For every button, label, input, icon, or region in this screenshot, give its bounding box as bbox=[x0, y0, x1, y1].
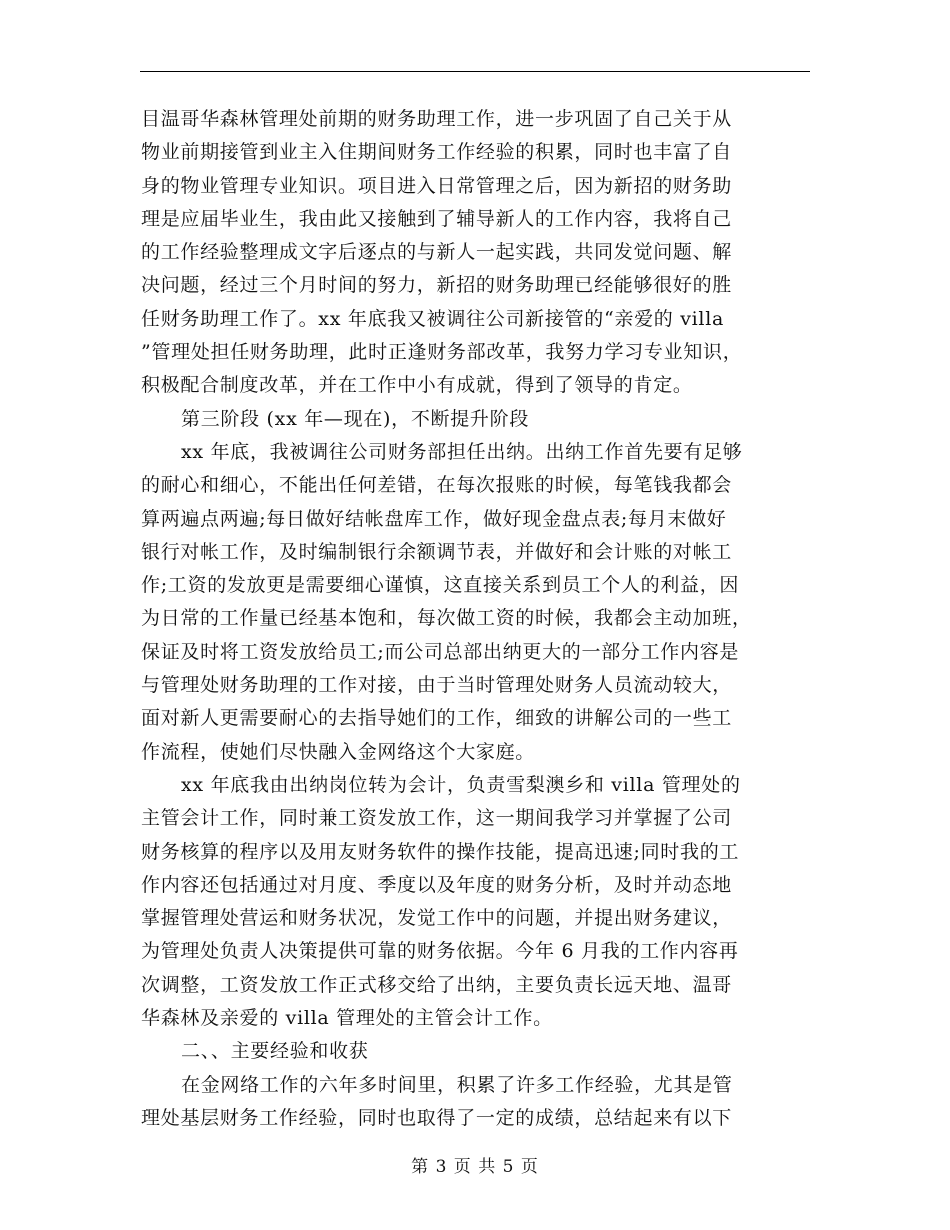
body-line: 的耐心和细心，不能出任何差错，在每次报账的时候，每笔钱我都会 bbox=[141, 474, 733, 497]
body-line: 作;工资的发放更是需要细心谨慎，这直接关系到员工个人的利益，因 bbox=[141, 574, 740, 597]
body-line: 银行对帐工作，及时编制银行余额调节表，并做好和会计账的对帐工 bbox=[141, 540, 733, 563]
body-line: 财务核算的程序以及用友财务软件的操作技能，提高迅速;同时我的工 bbox=[141, 840, 740, 863]
body-line: 任财务助理工作了。xx 年底我又被调往公司新接管的“亲爱的 villa bbox=[141, 307, 725, 330]
body-line: 物业前期接管到业主入住期间财务工作经验的积累，同时也丰富了自 bbox=[141, 141, 733, 164]
body-line: 在金网络工作的六年多时间里，积累了许多工作经验，尤其是管 bbox=[181, 1073, 733, 1096]
body-line: 掌握管理处营运和财务状况，发觉工作中的问题，并提出财务建议， bbox=[141, 907, 733, 930]
body-line: 与管理处财务助理的工作对接，由于当时管理处财务人员流动较大， bbox=[141, 674, 733, 697]
body-line: 作流程，使她们尽快融入金网络这个大家庭。 bbox=[141, 740, 536, 763]
body-line: 身的物业管理专业知识。项目进入日常管理之后，因为新招的财务助 bbox=[141, 174, 733, 197]
page-footer: 第 3 页 共 5 页 bbox=[411, 1157, 539, 1177]
body-line: 次调整，工资发放工作正式移交给了出纳，主要负责长远天地、温哥 bbox=[141, 973, 733, 996]
body-line: xx 年底我由出纳岗位转为会计，负责雪梨澳乡和 villa 管理处的 bbox=[181, 773, 741, 796]
body-line: 为管理处负责人决策提供可靠的财务依据。今年 6 月我的工作内容再 bbox=[141, 940, 739, 963]
body-line: 为日常的工作量已经基本饱和，每次做工资的时候，我都会主动加班， bbox=[141, 607, 752, 630]
section-heading: 二、、主要经验和收获 bbox=[181, 1040, 369, 1063]
document-body bbox=[141, 103, 811, 1135]
body-line: 理是应届毕业生，我由此又接触到了辅导新人的工作内容，我将自己 bbox=[141, 207, 733, 230]
body-line: 算两遍点两遍;每日做好结帐盘库工作，做好现金盘点表;每月末做好 bbox=[141, 507, 727, 530]
body-line: xx 年底，我被调往公司财务部担任出纳。出纳工作首先要有足够 bbox=[181, 440, 743, 463]
body-line: ”管理处担任财务助理，此时正逢财务部改革，我努力学习专业知识， bbox=[141, 341, 743, 364]
header-rule bbox=[140, 71, 810, 72]
body-line: 作内容还包括通过对月度、季度以及年度的财务分析，及时并动态地 bbox=[141, 873, 733, 896]
body-line: 决问题，经过三个月时间的努力，新招的财务助理已经能够很好的胜 bbox=[141, 274, 733, 297]
body-line: 主管会计工作，同时兼工资发放工作，这一期间我学习并掌握了公司 bbox=[141, 807, 733, 830]
section-heading: 第三阶段 (xx 年—现在)，不断提升阶段 bbox=[181, 407, 530, 430]
body-line: 面对新人更需要耐心的去指导她们的工作，细致的讲解公司的一些工 bbox=[141, 707, 733, 730]
body-line: 积极配合制度改革，并在工作中小有成就，得到了领导的肯定。 bbox=[141, 374, 693, 397]
body-line: 华森林及亲爱的 villa 管理处的主管会计工作。 bbox=[141, 1007, 553, 1030]
body-line: 理处基层财务工作经验，同时也取得了一定的成绩，总结起来有以下 bbox=[141, 1106, 733, 1129]
body-line: 目温哥华森林管理处前期的财务助理工作，进一步巩固了自己关于从 bbox=[141, 108, 733, 130]
body-line: 保证及时将工资发放给员工;而公司总部出纳更大的一部分工作内容是 bbox=[141, 640, 740, 663]
body-line: 的工作经验整理成文字后逐点的与新人一起实践，共同发觉问题、解 bbox=[141, 241, 733, 264]
